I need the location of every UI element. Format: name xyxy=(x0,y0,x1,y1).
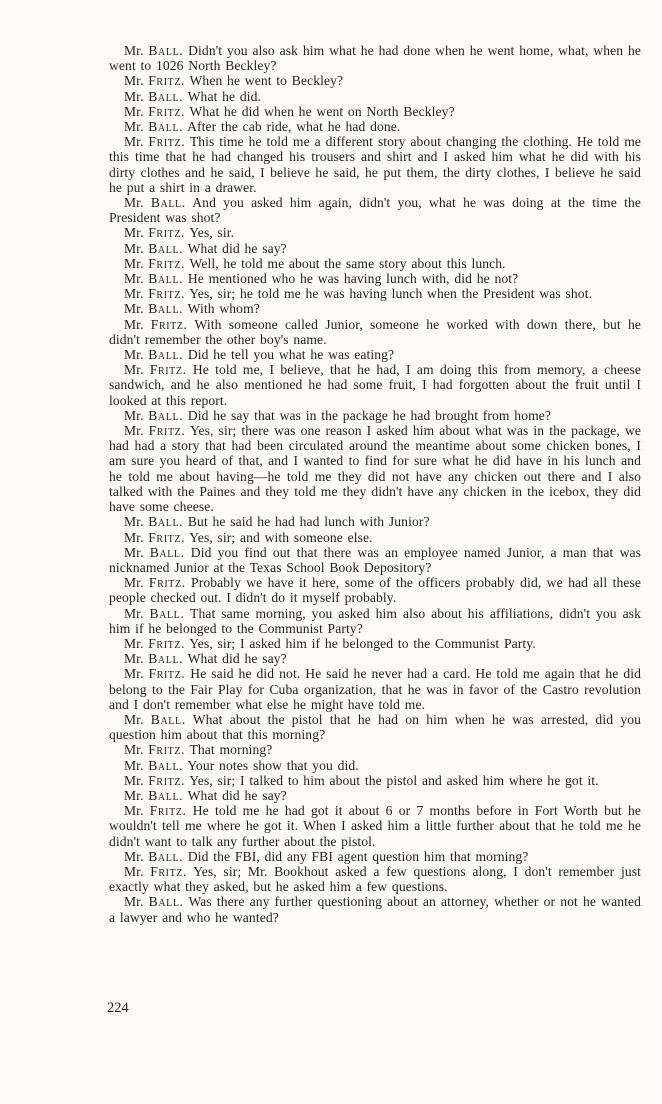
dialogue-paragraph xyxy=(109,241,641,256)
speaker-prefix: Mr. xyxy=(124,666,144,682)
speaker-prefix: Mr. xyxy=(124,347,144,363)
speaker-name: Ball. xyxy=(148,271,184,287)
dialogue-paragraph xyxy=(109,773,641,788)
speaker-name: Ball. xyxy=(148,119,184,135)
dialogue-text: Didn't you also ask him what he had done when he went home, what, when he went to 1026 North Beckley? xyxy=(109,43,641,74)
speaker-prefix: Mr. xyxy=(124,362,144,378)
speaker-prefix: Mr. xyxy=(124,514,144,530)
speaker-name: Fritz. xyxy=(148,73,186,89)
speaker-name: Ball. xyxy=(148,514,184,530)
speaker-name: Ball. xyxy=(150,195,186,211)
speaker-prefix: Mr. xyxy=(124,423,144,439)
dialogue-text: Well, he told me about the same story about this lunch. xyxy=(189,255,506,271)
dialogue-paragraph xyxy=(109,575,641,605)
dialogue-text: Did you find out that there was an employee named Junior, a man that was nicknamed Junior at the Texas School Book Depository? xyxy=(109,544,642,575)
dialogue-text: Yes, sir; I talked to him about the pistol and asked him where he got it. xyxy=(189,772,599,788)
speaker-name: Fritz. xyxy=(148,134,186,150)
speaker-name: Ball. xyxy=(148,407,184,423)
speaker-name: Fritz. xyxy=(150,863,188,879)
dialogue-text: With someone called Junior, someone he worked with down there, but he didn't remember the other boy's name. xyxy=(109,316,641,347)
speaker-name: Fritz. xyxy=(148,529,186,545)
speaker-name: Fritz. xyxy=(148,635,186,651)
dialogue-text: Probably we have it here, some of the officers probably did, we had all these people checked out. I didn't do it myself probably. xyxy=(109,575,641,606)
speaker-prefix: Mr. xyxy=(124,271,144,287)
dialogue-text: That same morning, you asked him also about his affiliations, didn't you ask him if he belonged to the Communist Party? xyxy=(109,605,642,636)
speaker-prefix: Mr. xyxy=(124,255,144,271)
dialogue-paragraph xyxy=(109,788,641,803)
speaker-prefix: Mr. xyxy=(124,894,144,910)
speaker-name: Ball. xyxy=(148,757,184,773)
speaker-prefix: Mr. xyxy=(124,407,144,423)
speaker-name: Fritz. xyxy=(149,362,187,378)
dialogue-text: Did he tell you what he was eating? xyxy=(187,347,395,363)
speaker-prefix: Mr. xyxy=(124,225,144,241)
dialogue-paragraph xyxy=(109,286,641,301)
dialogue-text: What he did when he went on North Beckley? xyxy=(189,103,455,119)
dialogue-text: And you asked him again, didn't you, what he was doing at the time the President was shot? xyxy=(109,195,641,226)
dialogue-paragraph xyxy=(109,43,641,73)
speaker-prefix: Mr. xyxy=(124,575,144,591)
speaker-prefix: Mr. xyxy=(124,863,144,879)
dialogue-text: Was there any further questioning about an attorney, whether or not he wanted a lawyer and who he wanted? xyxy=(109,894,642,925)
speaker-prefix: Mr. xyxy=(124,43,144,58)
testimony-text-block xyxy=(109,43,641,925)
speaker-prefix: Mr. xyxy=(124,757,144,773)
speaker-prefix: Mr. xyxy=(124,848,144,864)
dialogue-paragraph xyxy=(109,301,641,316)
speaker-prefix: Mr. xyxy=(124,286,144,302)
speaker-name: Fritz. xyxy=(148,742,186,758)
dialogue-text: Yes, sir; and with someone else. xyxy=(189,529,373,545)
dialogue-text: Yes, sir; Mr. Bookhout asked a few questions along, I don't remember just exactly what they asked, but he asked him a few questions. xyxy=(109,863,641,895)
speaker-name: Fritz. xyxy=(148,575,186,591)
dialogue-text: Did the FBI, did any FBI agent question him that morning? xyxy=(187,848,529,864)
speaker-prefix: Mr. xyxy=(124,711,144,727)
speaker-name: Fritz. xyxy=(148,286,186,302)
speaker-prefix: Mr. xyxy=(124,529,144,545)
dialogue-text: Yes, sir; he told me he was having lunch when the President was shot. xyxy=(189,286,593,302)
speaker-prefix: Mr. xyxy=(124,605,144,621)
speaker-name: Ball. xyxy=(148,301,184,317)
dialogue-paragraph xyxy=(109,530,641,545)
dialogue-paragraph xyxy=(109,636,641,651)
dialogue-paragraph xyxy=(109,423,641,514)
dialogue-text: What did he say? xyxy=(187,240,287,256)
dialogue-paragraph xyxy=(109,347,641,362)
speaker-name: Fritz. xyxy=(149,803,187,819)
dialogue-paragraph xyxy=(109,73,641,88)
dialogue-paragraph xyxy=(109,712,641,742)
speaker-prefix: Mr. xyxy=(124,651,144,667)
dialogue-text: What did he say? xyxy=(187,651,287,667)
dialogue-paragraph xyxy=(109,89,641,104)
dialogue-text: Yes, sir; I asked him if he belonged to the Communist Party. xyxy=(189,635,536,651)
dialogue-paragraph xyxy=(109,119,641,134)
speaker-name: Fritz. xyxy=(148,772,186,788)
speaker-prefix: Mr. xyxy=(124,544,144,560)
dialogue-paragraph xyxy=(109,362,641,408)
speaker-name: Ball. xyxy=(149,605,185,621)
dialogue-text: When he went to Beckley? xyxy=(189,73,344,89)
speaker-prefix: Mr. xyxy=(124,134,144,150)
speaker-name: Fritz. xyxy=(148,666,186,682)
speaker-name: Ball. xyxy=(149,544,185,560)
speaker-name: Ball. xyxy=(148,240,184,256)
dialogue-paragraph xyxy=(109,758,641,773)
dialogue-paragraph xyxy=(109,408,641,423)
dialogue-text: He said he did not. He said he never had a card. He told me again that he did belong to the Fair Play for Cuba organization, that he was in favor of the Castro revolution and I don't remember what else he might have told me. xyxy=(109,666,641,712)
dialogue-paragraph xyxy=(109,104,641,119)
speaker-prefix: Mr. xyxy=(124,803,144,819)
speaker-prefix: Mr. xyxy=(124,240,144,256)
speaker-name: Fritz. xyxy=(148,423,186,439)
speaker-name: Fritz. xyxy=(148,103,186,119)
speaker-name: Ball. xyxy=(148,787,184,803)
dialogue-paragraph xyxy=(109,545,641,575)
dialogue-paragraph xyxy=(109,195,641,225)
dialogue-text: Did he say that was in the package he had brought from home? xyxy=(187,407,552,423)
dialogue-paragraph xyxy=(109,849,641,864)
speaker-name: Fritz. xyxy=(150,316,188,332)
dialogue-text: With whom? xyxy=(187,301,260,317)
dialogue-text: After the cab ride, what he had done. xyxy=(187,119,401,135)
dialogue-text: He told me he had got it about 6 or 7 months before in Fort Worth but he wouldn't tell me where he got it. When I asked him a little further about that he told me he didn't want to talk any further about the pistol. xyxy=(109,803,641,849)
dialogue-paragraph xyxy=(109,651,641,666)
speaker-name: Fritz. xyxy=(148,255,186,271)
dialogue-paragraph xyxy=(109,271,641,286)
speaker-prefix: Mr. xyxy=(124,316,144,332)
dialogue-text: But he said he had had lunch with Junior? xyxy=(187,514,430,530)
dialogue-text: Your notes show that you did. xyxy=(187,757,359,773)
dialogue-paragraph xyxy=(109,134,641,195)
dialogue-text: That morning? xyxy=(189,742,273,758)
dialogue-text: Yes, sir; there was one reason I asked him about what was in the package, we had had a story that had been circulated around the meantime about some chicken bones, I am sure you heard of that, and I wanted to find for sure what he did have in his lunch and he told me about having—he told me they did not have any chicken out there and I also talked with the Paines and they told me they didn't have any chicken in the icebox, they did have some cheese. xyxy=(109,423,641,515)
dialogue-paragraph xyxy=(109,514,641,529)
speaker-name: Ball. xyxy=(150,711,186,727)
speaker-prefix: Mr. xyxy=(124,119,144,135)
dialogue-text: What he did. xyxy=(187,88,262,104)
speaker-name: Ball. xyxy=(148,894,184,910)
speaker-prefix: Mr. xyxy=(124,301,144,317)
dialogue-text: He mentioned who he was having lunch with, did he not? xyxy=(187,271,519,287)
dialogue-paragraph xyxy=(109,666,641,712)
speaker-prefix: Mr. xyxy=(124,88,144,104)
dialogue-text: This time he told me a different story about changing the clothing. He told me this time that he had changed his trousers and shirt and I asked him what he did with his dirty clothes and he said, I believe he said, he put them, the dirty clothes, I believe he said he put a shirt in a drawer. xyxy=(109,134,641,195)
dialogue-paragraph xyxy=(109,894,641,924)
dialogue-paragraph xyxy=(109,742,641,757)
dialogue-paragraph xyxy=(109,225,641,240)
speaker-prefix: Mr. xyxy=(124,195,144,211)
dialogue-text: Yes, sir. xyxy=(189,225,235,241)
speaker-name: Ball. xyxy=(148,347,184,363)
speaker-name: Ball. xyxy=(148,43,184,58)
speaker-prefix: Mr. xyxy=(124,787,144,803)
speaker-prefix: Mr. xyxy=(124,103,144,119)
speaker-prefix: Mr. xyxy=(124,742,144,758)
page-number: 224 xyxy=(107,1000,129,1016)
speaker-prefix: Mr. xyxy=(124,73,144,89)
speaker-prefix: Mr. xyxy=(124,772,144,788)
speaker-name: Ball. xyxy=(148,848,184,864)
speaker-name: Ball. xyxy=(148,651,184,667)
speaker-prefix: Mr. xyxy=(124,635,144,651)
speaker-name: Ball. xyxy=(148,88,184,104)
dialogue-text: What about the pistol that he had on him when he was arrested, did you question him about that this morning? xyxy=(109,711,642,743)
dialogue-text: He told me, I believe, that he had, I am doing this from memory, a cheese sandwich, and he also mentioned he had some fruit, I had forgotten about the fruit until I looked at this report. xyxy=(109,362,641,408)
dialogue-paragraph xyxy=(109,803,641,849)
dialogue-text: What did he say? xyxy=(187,787,287,803)
dialogue-paragraph xyxy=(109,256,641,271)
dialogue-paragraph xyxy=(109,606,641,636)
speaker-name: Fritz. xyxy=(148,225,186,241)
dialogue-paragraph xyxy=(109,864,641,894)
dialogue-paragraph xyxy=(109,317,641,347)
